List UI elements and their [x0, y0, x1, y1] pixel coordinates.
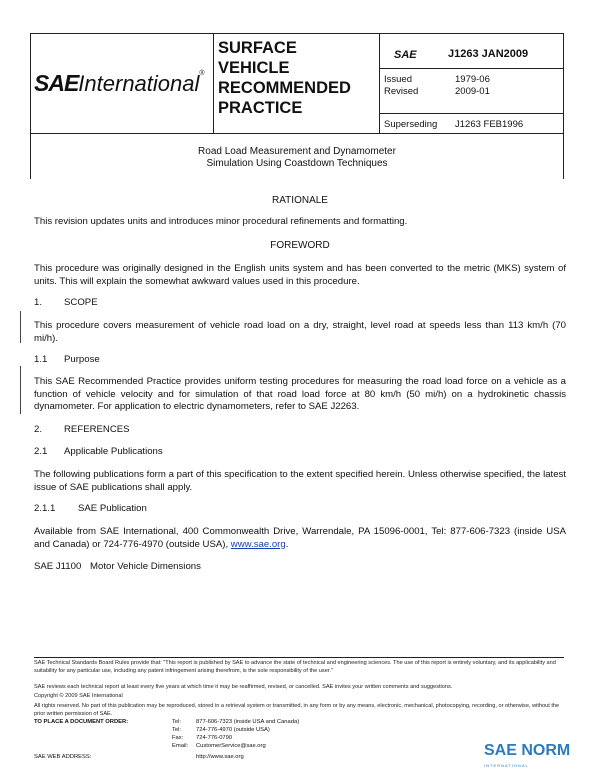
order-label: TO PLACE A DOCUMENT ORDER:: [34, 719, 129, 725]
applicable-heading: [34, 446, 163, 457]
reference-title: Motor Vehicle Dimensions: [90, 561, 201, 572]
section-number: 2.: [34, 424, 43, 435]
scope-text: This procedure covers measurement of vehicle road load on a dry, straight, level road at speeds less than 113 km/h (70 mi/h).: [34, 320, 566, 344]
document-title: [30, 133, 564, 179]
issued-label: Issued: [384, 74, 412, 85]
section-number: 1.1: [34, 354, 48, 365]
section-title: Purpose: [64, 354, 100, 365]
tel-outside: 724-776-4970 (outside USA): [196, 727, 270, 733]
sae-mark: SAE: [394, 49, 417, 61]
watermark-subtitle: INTERNATIONAL: [484, 763, 529, 768]
fax-label: Fax:: [172, 735, 184, 741]
sae-international-logo: [34, 70, 205, 97]
section-number: 2.1.1: [34, 503, 56, 514]
revised-label: Revised: [384, 86, 419, 97]
fax-number: 724-776-0790: [196, 735, 233, 741]
title-line: Road Load Measurement and Dynamometer: [198, 146, 396, 157]
revised-value: 2009-01: [455, 86, 490, 97]
email-label: Email:: [172, 743, 189, 749]
web-address[interactable]: http://www.sae.org: [196, 754, 244, 760]
header-divider-h2: [379, 113, 564, 114]
sae-publication-heading: [34, 503, 147, 514]
footer-rights: All rights reserved. No part of this publication may be reproduced, stored in a retrieval system or transmitted, in any form or by any means, electronic, mechanical, photocopying, recording, or otherwise, without the prior written permission of SAE.: [34, 703, 560, 717]
rationale-heading: RATIONALE: [272, 195, 328, 206]
rationale-text: This revision updates units and introduces minor procedural refinements and formatting.: [34, 216, 408, 227]
footer-copyright: Copyright © 2009 SAE International: [34, 693, 123, 699]
footer-rule: [34, 657, 564, 658]
sae-publication-text: [34, 526, 566, 551]
superseding-label: Superseding: [384, 119, 438, 130]
footer-review: SAE reviews each technical report at least every five years at which time it may be reaffirmed, revised, or cancelled. SAE invites your written comments and suggestions.: [34, 684, 453, 690]
tel-label: Tel:: [172, 719, 182, 725]
sae-norm-watermark: [484, 742, 570, 760]
section-title: SCOPE: [64, 297, 98, 308]
watermark-text: SAE NORM: [484, 742, 571, 759]
applicable-text: The following publications form a part of this specification to the extent specified herein. Unless otherwise specified, the latest issue of SAE publications shall apply.: [34, 469, 566, 493]
practice-type-line: VEHICLE: [218, 59, 290, 77]
practice-type-line: RECOMMENDED: [218, 79, 351, 97]
scope-heading: [34, 297, 98, 308]
section-title: SAE Publication: [78, 503, 147, 514]
logo-trademark: ®: [199, 70, 205, 77]
title-line: Simulation Using Coastdown Techniques: [206, 158, 388, 169]
header-divider-right: [379, 33, 380, 133]
web-label: SAE WEB ADDRESS:: [34, 754, 92, 760]
practice-type: [218, 38, 351, 118]
sae-website-link[interactable]: www.sae.org: [230, 538, 286, 550]
practice-type-line: PRACTICE: [218, 99, 303, 117]
purpose-text: This SAE Recommended Practice provides uniform testing procedures for measuring the road load force on a vehicle as a function of vehicle velocity and for simulation of that road load force at 80 km/h (50 mi/h) on a hydrokinetic chassis dynamometer. For application to electric dynamometers, refer to SAE J2263.: [34, 376, 566, 412]
header-divider-left: [213, 33, 214, 133]
foreword-heading: FOREWORD: [270, 240, 330, 251]
document-number: J1263 JAN2009: [448, 48, 529, 60]
logo-international: International: [78, 71, 200, 96]
superseding-value: J1263 FEB1996: [455, 119, 524, 130]
sae-publication-text-end: .: [285, 538, 289, 550]
footer-board-rules: SAE Technical Standards Board Rules provide that: "This report is published by SAE to advance the state of technical and engineering sciences. The use of this report is entirely voluntary, and its applicability and suitability for any particular use, including any patent infringement arising therefrom, is the sole responsibility of the user.": [34, 660, 556, 674]
section-title: Applicable Publications: [64, 446, 163, 457]
order-info: [34, 719, 474, 765]
reference-code: SAE J1100: [34, 561, 82, 572]
section-title: REFERENCES: [64, 424, 130, 435]
reference-entry: [34, 561, 201, 572]
tel-inside: 877-606-7323 (inside USA and Canada): [196, 719, 300, 725]
section-number: 2.1: [34, 446, 48, 457]
logo-sae: SAE: [34, 70, 79, 96]
sae-publication-text-body: Available from SAE International, 400 Commonwealth Drive, Warrendale, PA 15096-0001, Tel: 877-606-7323 (inside USA and Canada) or 724-776-4970 (outside USA),: [34, 526, 566, 550]
revision-bar: [20, 366, 21, 414]
header-divider-h1: [379, 68, 564, 69]
purpose-heading: [34, 354, 100, 365]
revision-bar: [20, 311, 21, 343]
practice-type-line: SURFACE: [218, 39, 297, 57]
foreword-text: This procedure was originally designed in the English units system and has been converted to the metric (MKS) system of units. This will explain the somewhat awkward values used in this procedure.: [34, 263, 566, 287]
section-number: 1.: [34, 297, 43, 308]
email-address[interactable]: CustomerService@sae.org: [196, 743, 266, 749]
tel-label: Tel:: [172, 727, 182, 733]
references-heading: [34, 424, 130, 435]
issued-value: 1979-06: [455, 74, 490, 85]
